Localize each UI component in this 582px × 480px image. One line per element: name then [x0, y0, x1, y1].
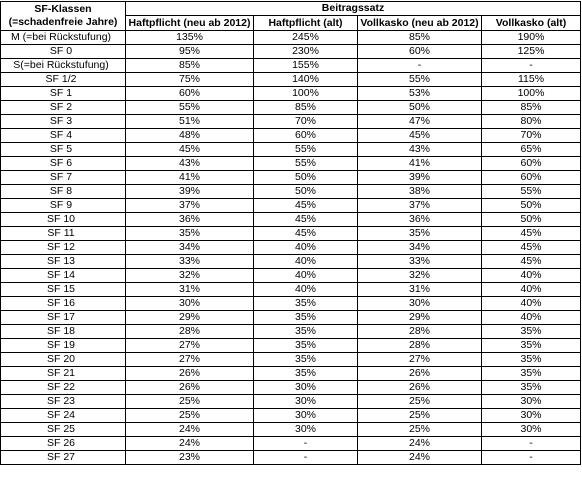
table-row: [1, 437, 581, 451]
haftpflicht-alt-cell: 85%: [254, 101, 358, 115]
vollkasko-neu-cell: 45%: [358, 129, 482, 143]
rate-table-body: [1, 31, 581, 465]
vollkasko-neu-cell: 28%: [358, 325, 482, 339]
haftpflicht-neu-cell: 37%: [126, 199, 254, 213]
sf-class-cell: SF 7: [1, 171, 126, 185]
vollkasko-alt-cell: 50%: [482, 199, 581, 213]
haftpflicht-alt-cell: 45%: [254, 227, 358, 241]
vollkasko-neu-cell: 36%: [358, 213, 482, 227]
col-header-haftpflicht-neu: Haftpflicht (neu ab 2012): [126, 16, 254, 31]
vollkasko-alt-cell: 60%: [482, 171, 581, 185]
haftpflicht-alt-cell: -: [254, 437, 358, 451]
vollkasko-neu-cell: 24%: [358, 437, 482, 451]
sf-class-header: [1, 2, 126, 31]
table-row: [1, 423, 581, 437]
haftpflicht-alt-cell: 230%: [254, 45, 358, 59]
vollkasko-alt-cell: -: [482, 437, 581, 451]
sf-class-header-line1: SF-Klassen: [34, 3, 92, 15]
haftpflicht-neu-cell: 27%: [126, 353, 254, 367]
haftpflicht-neu-cell: 25%: [126, 395, 254, 409]
vollkasko-neu-cell: 35%: [358, 227, 482, 241]
haftpflicht-alt-cell: 70%: [254, 115, 358, 129]
haftpflicht-alt-cell: 35%: [254, 353, 358, 367]
sf-class-cell: SF 21: [1, 367, 126, 381]
table-row: [1, 311, 581, 325]
vollkasko-neu-cell: 24%: [358, 451, 482, 465]
vollkasko-neu-cell: 25%: [358, 423, 482, 437]
haftpflicht-neu-cell: 51%: [126, 115, 254, 129]
vollkasko-alt-cell: 35%: [482, 339, 581, 353]
haftpflicht-neu-cell: 32%: [126, 269, 254, 283]
sf-class-cell: SF 16: [1, 297, 126, 311]
table-row: [1, 283, 581, 297]
vollkasko-alt-cell: 35%: [482, 381, 581, 395]
vollkasko-neu-cell: 25%: [358, 409, 482, 423]
table-row: [1, 339, 581, 353]
vollkasko-neu-cell: 39%: [358, 171, 482, 185]
vollkasko-neu-cell: 85%: [358, 31, 482, 45]
table-row: [1, 409, 581, 423]
vollkasko-alt-cell: 40%: [482, 297, 581, 311]
vollkasko-alt-cell: 60%: [482, 157, 581, 171]
table-row: [1, 171, 581, 185]
vollkasko-alt-cell: 45%: [482, 227, 581, 241]
vollkasko-neu-cell: 55%: [358, 73, 482, 87]
haftpflicht-neu-cell: 95%: [126, 45, 254, 59]
haftpflicht-neu-cell: 26%: [126, 367, 254, 381]
vollkasko-neu-cell: 25%: [358, 395, 482, 409]
table-row: [1, 241, 581, 255]
vollkasko-alt-cell: 40%: [482, 283, 581, 297]
haftpflicht-alt-cell: 55%: [254, 157, 358, 171]
haftpflicht-neu-cell: 23%: [126, 451, 254, 465]
vollkasko-neu-cell: 50%: [358, 101, 482, 115]
sf-class-cell: SF 22: [1, 381, 126, 395]
sf-class-cell: SF 11: [1, 227, 126, 241]
haftpflicht-alt-cell: 35%: [254, 339, 358, 353]
table-row: [1, 325, 581, 339]
sf-class-cell: SF 14: [1, 269, 126, 283]
sf-class-cell: SF 18: [1, 325, 126, 339]
haftpflicht-neu-cell: 45%: [126, 143, 254, 157]
sf-class-cell: M (=bei Rückstufung): [1, 31, 126, 45]
vollkasko-alt-cell: 125%: [482, 45, 581, 59]
table-row: [1, 297, 581, 311]
vollkasko-alt-cell: 55%: [482, 185, 581, 199]
sf-class-cell: SF 19: [1, 339, 126, 353]
vollkasko-alt-cell: 30%: [482, 395, 581, 409]
haftpflicht-neu-cell: 39%: [126, 185, 254, 199]
vollkasko-neu-cell: 33%: [358, 255, 482, 269]
table-row: [1, 185, 581, 199]
haftpflicht-alt-cell: -: [254, 451, 358, 465]
haftpflicht-alt-cell: 55%: [254, 143, 358, 157]
sf-class-cell: SF 1: [1, 87, 126, 101]
sf-class-cell: SF 4: [1, 129, 126, 143]
haftpflicht-neu-cell: 85%: [126, 59, 254, 73]
haftpflicht-alt-cell: 60%: [254, 129, 358, 143]
sf-class-cell: S(=bei Rückstufung): [1, 59, 126, 73]
sf-class-cell: SF 26: [1, 437, 126, 451]
vollkasko-neu-cell: 29%: [358, 311, 482, 325]
table-row: [1, 269, 581, 283]
table-row: [1, 45, 581, 59]
vollkasko-neu-cell: 32%: [358, 269, 482, 283]
table-row: [1, 101, 581, 115]
table-row: [1, 367, 581, 381]
haftpflicht-alt-cell: 35%: [254, 325, 358, 339]
haftpflicht-alt-cell: 245%: [254, 31, 358, 45]
sf-class-cell: SF 24: [1, 409, 126, 423]
table-row: [1, 157, 581, 171]
vollkasko-neu-cell: 38%: [358, 185, 482, 199]
sf-class-cell: SF 15: [1, 283, 126, 297]
vollkasko-neu-cell: 26%: [358, 381, 482, 395]
sf-class-cell: SF 17: [1, 311, 126, 325]
sf-class-cell: SF 23: [1, 395, 126, 409]
haftpflicht-alt-cell: 30%: [254, 423, 358, 437]
table-row: [1, 31, 581, 45]
vollkasko-alt-cell: 35%: [482, 367, 581, 381]
col-header-vollkasko-alt: Vollkasko (alt): [482, 16, 581, 31]
vollkasko-neu-cell: 28%: [358, 339, 482, 353]
haftpflicht-neu-cell: 24%: [126, 437, 254, 451]
table-row: [1, 199, 581, 213]
haftpflicht-alt-cell: 40%: [254, 269, 358, 283]
sf-class-cell: SF 13: [1, 255, 126, 269]
vollkasko-alt-cell: 30%: [482, 423, 581, 437]
haftpflicht-alt-cell: 35%: [254, 311, 358, 325]
haftpflicht-neu-cell: 24%: [126, 423, 254, 437]
haftpflicht-alt-cell: 45%: [254, 199, 358, 213]
table-row: [1, 395, 581, 409]
haftpflicht-alt-cell: 40%: [254, 283, 358, 297]
haftpflicht-neu-cell: 48%: [126, 129, 254, 143]
sf-class-cell: SF 27: [1, 451, 126, 465]
rate-group-header: Beitragssatz: [126, 2, 581, 16]
haftpflicht-alt-cell: 40%: [254, 255, 358, 269]
haftpflicht-alt-cell: 35%: [254, 367, 358, 381]
table-row: [1, 381, 581, 395]
vollkasko-alt-cell: 115%: [482, 73, 581, 87]
haftpflicht-neu-cell: 75%: [126, 73, 254, 87]
haftpflicht-neu-cell: 33%: [126, 255, 254, 269]
vollkasko-alt-cell: 40%: [482, 311, 581, 325]
vollkasko-alt-cell: 45%: [482, 255, 581, 269]
col-header-haftpflicht-alt: Haftpflicht (alt): [254, 16, 358, 31]
vollkasko-alt-cell: 70%: [482, 129, 581, 143]
haftpflicht-neu-cell: 30%: [126, 297, 254, 311]
vollkasko-alt-cell: 65%: [482, 143, 581, 157]
haftpflicht-neu-cell: 35%: [126, 227, 254, 241]
sf-class-cell: SF 10: [1, 213, 126, 227]
sf-class-cell: SF 1/2: [1, 73, 126, 87]
haftpflicht-neu-cell: 29%: [126, 311, 254, 325]
sf-class-cell: SF 2: [1, 101, 126, 115]
haftpflicht-neu-cell: 27%: [126, 339, 254, 353]
sf-class-cell: SF 3: [1, 115, 126, 129]
vollkasko-neu-cell: 34%: [358, 241, 482, 255]
vollkasko-neu-cell: 41%: [358, 157, 482, 171]
haftpflicht-neu-cell: 28%: [126, 325, 254, 339]
vollkasko-neu-cell: 53%: [358, 87, 482, 101]
haftpflicht-alt-cell: 50%: [254, 185, 358, 199]
vollkasko-alt-cell: 190%: [482, 31, 581, 45]
vollkasko-neu-cell: 47%: [358, 115, 482, 129]
haftpflicht-alt-cell: 100%: [254, 87, 358, 101]
vollkasko-neu-cell: 26%: [358, 367, 482, 381]
vollkasko-alt-cell: 80%: [482, 115, 581, 129]
sf-class-cell: SF 25: [1, 423, 126, 437]
sf-class-cell: SF 8: [1, 185, 126, 199]
haftpflicht-alt-cell: 35%: [254, 297, 358, 311]
sf-class-cell: SF 6: [1, 157, 126, 171]
vollkasko-neu-cell: 31%: [358, 283, 482, 297]
vollkasko-alt-cell: -: [482, 59, 581, 73]
haftpflicht-alt-cell: 155%: [254, 59, 358, 73]
sf-class-cell: SF 5: [1, 143, 126, 157]
vollkasko-neu-cell: 43%: [358, 143, 482, 157]
vollkasko-alt-cell: 45%: [482, 241, 581, 255]
haftpflicht-neu-cell: 31%: [126, 283, 254, 297]
header-row-top: [1, 2, 581, 16]
table-row: [1, 87, 581, 101]
haftpflicht-neu-cell: 25%: [126, 409, 254, 423]
haftpflicht-neu-cell: 41%: [126, 171, 254, 185]
sf-rate-table: [0, 1, 581, 465]
vollkasko-alt-cell: 50%: [482, 213, 581, 227]
col-header-vollkasko-neu: Vollkasko (neu ab 2012): [358, 16, 482, 31]
table-row: [1, 255, 581, 269]
table-row: [1, 59, 581, 73]
haftpflicht-neu-cell: 34%: [126, 241, 254, 255]
table-row: [1, 143, 581, 157]
haftpflicht-neu-cell: 55%: [126, 101, 254, 115]
haftpflicht-neu-cell: 36%: [126, 213, 254, 227]
sf-class-cell: SF 12: [1, 241, 126, 255]
haftpflicht-alt-cell: 40%: [254, 241, 358, 255]
table-row: [1, 451, 581, 465]
haftpflicht-neu-cell: 135%: [126, 31, 254, 45]
vollkasko-alt-cell: 100%: [482, 87, 581, 101]
vollkasko-neu-cell: 30%: [358, 297, 482, 311]
vollkasko-neu-cell: -: [358, 59, 482, 73]
vollkasko-alt-cell: 35%: [482, 325, 581, 339]
haftpflicht-alt-cell: 30%: [254, 381, 358, 395]
table-row: [1, 353, 581, 367]
vollkasko-alt-cell: 40%: [482, 269, 581, 283]
table-row: [1, 213, 581, 227]
sf-class-header-line2: (=schadenfreie Jahre): [8, 16, 118, 28]
haftpflicht-alt-cell: 140%: [254, 73, 358, 87]
table-row: [1, 73, 581, 87]
haftpflicht-alt-cell: 50%: [254, 171, 358, 185]
vollkasko-alt-cell: 30%: [482, 409, 581, 423]
vollkasko-neu-cell: 27%: [358, 353, 482, 367]
vollkasko-neu-cell: 60%: [358, 45, 482, 59]
sf-class-cell: SF 9: [1, 199, 126, 213]
table-row: [1, 115, 581, 129]
haftpflicht-neu-cell: 60%: [126, 87, 254, 101]
sf-class-cell: SF 20: [1, 353, 126, 367]
haftpflicht-neu-cell: 43%: [126, 157, 254, 171]
vollkasko-alt-cell: -: [482, 451, 581, 465]
haftpflicht-alt-cell: 30%: [254, 395, 358, 409]
haftpflicht-alt-cell: 30%: [254, 409, 358, 423]
sf-class-cell: SF 0: [1, 45, 126, 59]
vollkasko-alt-cell: 85%: [482, 101, 581, 115]
haftpflicht-neu-cell: 26%: [126, 381, 254, 395]
vollkasko-alt-cell: 35%: [482, 353, 581, 367]
table-row: [1, 129, 581, 143]
vollkasko-neu-cell: 37%: [358, 199, 482, 213]
haftpflicht-alt-cell: 45%: [254, 213, 358, 227]
table-row: [1, 227, 581, 241]
